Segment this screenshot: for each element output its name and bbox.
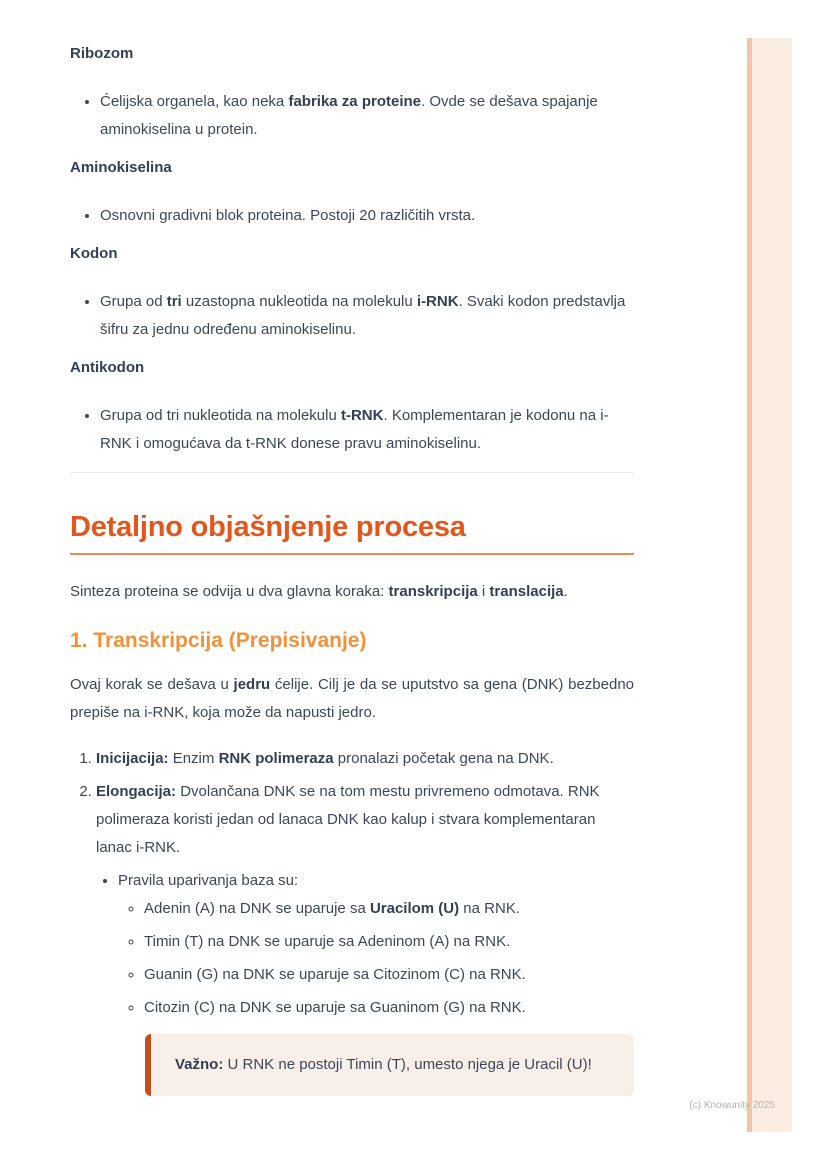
term-antikodon-list	[70, 402, 634, 458]
steps-list	[70, 745, 634, 1022]
step-item-inicijacija	[96, 745, 634, 773]
step-text: Inicijacija: Enzim RNK polimeraza pronalazi početak gena na DNK.	[96, 750, 554, 767]
pairing-intro-item	[118, 867, 634, 1022]
glossary-section	[70, 44, 634, 458]
pairing-rule-guanin: ◦ Guanin (G) na DNK se uparuje sa Citozinom (C) na RNK.	[144, 961, 634, 989]
section-title-underline	[70, 553, 634, 555]
term-kodon: Kodon	[70, 245, 118, 262]
callout-text: Važno: U RNK ne postoji Timin (T), umesto njega je Uracil (U)!	[175, 1056, 592, 1073]
pairing-rules-list	[118, 895, 634, 1022]
pairing-rule-adenin: ◦ Adenin (A) na DNK se uparuje sa Uracilom (U) na RNK.	[144, 895, 634, 923]
term-kodon-list	[70, 288, 634, 344]
term-aminokiselina-list	[70, 202, 634, 230]
definition-item: • Grupa od tri nukleotida na molekulu t-RNK. Komplementaran je kodonu na i-RNK i omogućava da t-RNK donese pravu aminokiselinu.	[100, 402, 634, 458]
definition-item: • Ćelijska organela, kao neka fabrika za proteine. Ovde se dešava spajanje aminokiselina u protein.	[100, 88, 634, 144]
step-item-elongacija	[96, 778, 634, 1022]
intro-paragraph: Sinteza proteina se odvija u dva glavna koraka: transkripcija i translacija.	[70, 583, 568, 600]
term-antikodon: Antikodon	[70, 359, 145, 376]
subsection-title: 1. Transkripcija (Prepisivanje)	[70, 629, 367, 652]
section-title: Detaljno objašnjenje procesa	[70, 511, 466, 543]
subsection-paragraph: Ovaj korak se dešava u jedru ćelije. Cilj je da se uputstvo sa gena (DNK) bezbedno prepiše na i-RNK, koja može da napusti jedro.	[70, 676, 635, 721]
pairing-intro-text: Pravila uparivanja baza su:	[118, 872, 299, 889]
callout-accent-bar	[145, 1034, 151, 1096]
page-edge-stripe-accent	[747, 38, 752, 1132]
pairing-rule-timin: ◦ Timin (T) na DNK se uparuje sa Adeninom (A) na RNK.	[144, 928, 634, 956]
page-edge-stripe	[747, 38, 792, 1132]
term-ribozom: Ribozom	[70, 45, 134, 62]
pairing-rule-citozin: ◦ Citozin (C) na DNK se uparuje sa Guaninom (G) na RNK.	[144, 994, 634, 1022]
important-callout	[145, 1034, 634, 1096]
pairing-list	[96, 867, 634, 1022]
term-ribozom-list	[70, 88, 634, 144]
term-aminokiselina: Aminokiselina	[70, 159, 172, 176]
section-divider	[70, 472, 634, 473]
page-content	[70, 0, 634, 1096]
definition-item: • Osnovni gradivni blok proteina. Postoji 20 različitih vrsta.	[100, 202, 634, 230]
definition-item: • Grupa od tri uzastopna nukleotida na molekulu i-RNK. Svaki kodon predstavlja šifru za jednu određenu aminokiselinu.	[100, 288, 634, 344]
step-text: Elongacija: Dvolančana DNK se na tom mestu privremeno odmotava. RNK polimeraza koristi jedan od lanaca DNK kao kalup i stvara komplementaran lanac i-RNK.	[96, 783, 600, 856]
copyright-footer: (c) Knowunity 2025	[689, 1100, 775, 1111]
